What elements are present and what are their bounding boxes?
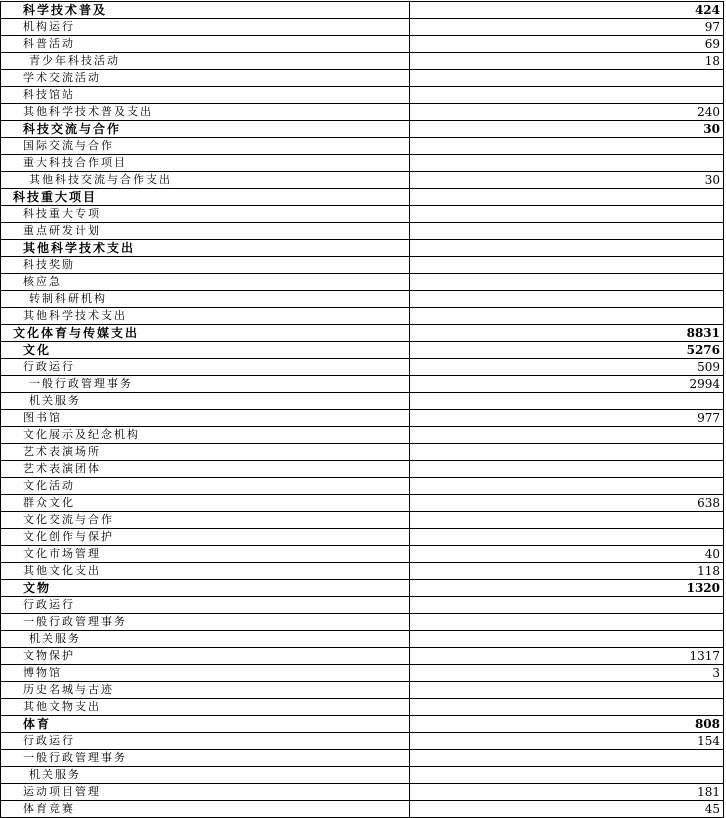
amount-cell xyxy=(410,512,724,529)
item-name-cell: 其他科学技术支出 xyxy=(1,240,410,257)
amount-cell xyxy=(410,444,724,461)
amount-cell: 1320 xyxy=(410,580,724,597)
amount-cell: 30 xyxy=(410,121,724,138)
table-row xyxy=(1,138,724,155)
item-name-cell: 文化体育与传媒支出 xyxy=(1,325,410,342)
amount-cell xyxy=(410,138,724,155)
table-row xyxy=(1,767,724,784)
table-row xyxy=(1,546,724,563)
item-name-cell: 机构运行 xyxy=(1,19,410,36)
amount-cell xyxy=(410,767,724,784)
item-name-cell: 机关服务 xyxy=(1,767,410,784)
table-row xyxy=(1,648,724,665)
table-row xyxy=(1,410,724,427)
table-row xyxy=(1,512,724,529)
item-name-cell: 重大科技合作项目 xyxy=(1,155,410,172)
table-row xyxy=(1,2,724,19)
table-row xyxy=(1,495,724,512)
amount-cell xyxy=(410,223,724,240)
table-row xyxy=(1,121,724,138)
table-row xyxy=(1,36,724,53)
amount-cell: 424 xyxy=(410,2,724,19)
table-row xyxy=(1,444,724,461)
amount-cell xyxy=(410,291,724,308)
table-row xyxy=(1,359,724,376)
item-name-cell: 文物保护 xyxy=(1,648,410,665)
amount-cell xyxy=(410,393,724,410)
amount-cell: 1317 xyxy=(410,648,724,665)
table-row xyxy=(1,155,724,172)
table-row xyxy=(1,699,724,716)
table-row xyxy=(1,801,724,818)
amount-cell: 977 xyxy=(410,410,724,427)
amount-cell: 8831 xyxy=(410,325,724,342)
table-row xyxy=(1,325,724,342)
expenditure-table xyxy=(0,1,724,818)
table-row xyxy=(1,665,724,682)
amount-cell xyxy=(410,87,724,104)
table-row xyxy=(1,750,724,767)
item-name-cell: 重点研发计划 xyxy=(1,223,410,240)
item-name-cell: 文化 xyxy=(1,342,410,359)
item-name-cell: 体育竞赛 xyxy=(1,801,410,818)
item-name-cell: 行政运行 xyxy=(1,359,410,376)
table-row xyxy=(1,70,724,87)
amount-cell: 2994 xyxy=(410,376,724,393)
table-row xyxy=(1,597,724,614)
amount-cell xyxy=(410,597,724,614)
item-name-cell: 文物 xyxy=(1,580,410,597)
amount-cell xyxy=(410,682,724,699)
amount-cell: 118 xyxy=(410,563,724,580)
item-name-cell: 学术交流活动 xyxy=(1,70,410,87)
item-name-cell: 机关服务 xyxy=(1,631,410,648)
amount-cell xyxy=(410,614,724,631)
item-name-cell: 其他科学技术支出 xyxy=(1,308,410,325)
amount-cell: 5276 xyxy=(410,342,724,359)
amount-cell: 638 xyxy=(410,495,724,512)
item-name-cell: 体育 xyxy=(1,716,410,733)
amount-cell xyxy=(410,70,724,87)
table-row xyxy=(1,53,724,70)
item-name-cell: 行政运行 xyxy=(1,597,410,614)
item-name-cell: 科学技术普及 xyxy=(1,2,410,19)
item-name-cell: 科技馆站 xyxy=(1,87,410,104)
table-row xyxy=(1,563,724,580)
item-name-cell: 文化展示及纪念机构 xyxy=(1,427,410,444)
amount-cell: 69 xyxy=(410,36,724,53)
item-name-cell: 艺术表演团体 xyxy=(1,461,410,478)
amount-cell: 509 xyxy=(410,359,724,376)
table-row xyxy=(1,376,724,393)
table-row xyxy=(1,308,724,325)
item-name-cell: 转制科研机构 xyxy=(1,291,410,308)
table-row xyxy=(1,427,724,444)
item-name-cell: 群众文化 xyxy=(1,495,410,512)
table-row xyxy=(1,393,724,410)
item-name-cell: 文化活动 xyxy=(1,478,410,495)
table-row xyxy=(1,631,724,648)
item-name-cell: 文化市场管理 xyxy=(1,546,410,563)
amount-cell xyxy=(410,240,724,257)
table-row xyxy=(1,580,724,597)
table-row xyxy=(1,172,724,189)
table-row xyxy=(1,257,724,274)
item-name-cell: 一般行政管理事务 xyxy=(1,750,410,767)
item-name-cell: 科普活动 xyxy=(1,36,410,53)
amount-cell xyxy=(410,750,724,767)
item-name-cell: 行政运行 xyxy=(1,733,410,750)
amount-cell xyxy=(410,308,724,325)
amount-cell xyxy=(410,155,724,172)
table-row xyxy=(1,529,724,546)
amount-cell xyxy=(410,461,724,478)
amount-cell xyxy=(410,206,724,223)
table-row xyxy=(1,223,724,240)
amount-cell: 181 xyxy=(410,784,724,801)
table-row xyxy=(1,19,724,36)
amount-cell: 45 xyxy=(410,801,724,818)
item-name-cell: 科技奖励 xyxy=(1,257,410,274)
item-name-cell: 其他科技交流与合作支出 xyxy=(1,172,410,189)
table-row xyxy=(1,461,724,478)
item-name-cell: 一般行政管理事务 xyxy=(1,376,410,393)
table-row xyxy=(1,478,724,495)
amount-cell: 154 xyxy=(410,733,724,750)
table-row xyxy=(1,733,724,750)
amount-cell xyxy=(410,189,724,206)
amount-cell: 40 xyxy=(410,546,724,563)
item-name-cell: 其他文物支出 xyxy=(1,699,410,716)
item-name-cell: 博物馆 xyxy=(1,665,410,682)
item-name-cell: 历史名城与古迹 xyxy=(1,682,410,699)
item-name-cell: 科技交流与合作 xyxy=(1,121,410,138)
table-row xyxy=(1,274,724,291)
table-body xyxy=(1,2,724,818)
table-row xyxy=(1,784,724,801)
item-name-cell: 青少年科技活动 xyxy=(1,53,410,70)
item-name-cell: 机关服务 xyxy=(1,393,410,410)
item-name-cell: 艺术表演场所 xyxy=(1,444,410,461)
amount-cell xyxy=(410,529,724,546)
table-row xyxy=(1,291,724,308)
table-row xyxy=(1,614,724,631)
table-row xyxy=(1,206,724,223)
item-name-cell: 国际交流与合作 xyxy=(1,138,410,155)
amount-cell xyxy=(410,257,724,274)
item-name-cell: 运动项目管理 xyxy=(1,784,410,801)
table-row xyxy=(1,240,724,257)
item-name-cell: 核应急 xyxy=(1,274,410,291)
table-row xyxy=(1,104,724,121)
amount-cell: 240 xyxy=(410,104,724,121)
item-name-cell: 文化交流与合作 xyxy=(1,512,410,529)
table-row xyxy=(1,342,724,359)
item-name-cell: 科技重大专项 xyxy=(1,206,410,223)
amount-cell: 30 xyxy=(410,172,724,189)
item-name-cell: 其他文化支出 xyxy=(1,563,410,580)
amount-cell: 808 xyxy=(410,716,724,733)
item-name-cell: 科技重大项目 xyxy=(1,189,410,206)
table-row xyxy=(1,189,724,206)
amount-cell xyxy=(410,699,724,716)
table-row xyxy=(1,682,724,699)
item-name-cell: 其他科学技术普及支出 xyxy=(1,104,410,121)
item-name-cell: 一般行政管理事务 xyxy=(1,614,410,631)
table-row xyxy=(1,87,724,104)
amount-cell: 3 xyxy=(410,665,724,682)
item-name-cell: 文化创作与保护 xyxy=(1,529,410,546)
item-name-cell: 图书馆 xyxy=(1,410,410,427)
amount-cell xyxy=(410,274,724,291)
amount-cell xyxy=(410,631,724,648)
amount-cell: 18 xyxy=(410,53,724,70)
table-row xyxy=(1,716,724,733)
amount-cell: 97 xyxy=(410,19,724,36)
amount-cell xyxy=(410,478,724,495)
amount-cell xyxy=(410,427,724,444)
